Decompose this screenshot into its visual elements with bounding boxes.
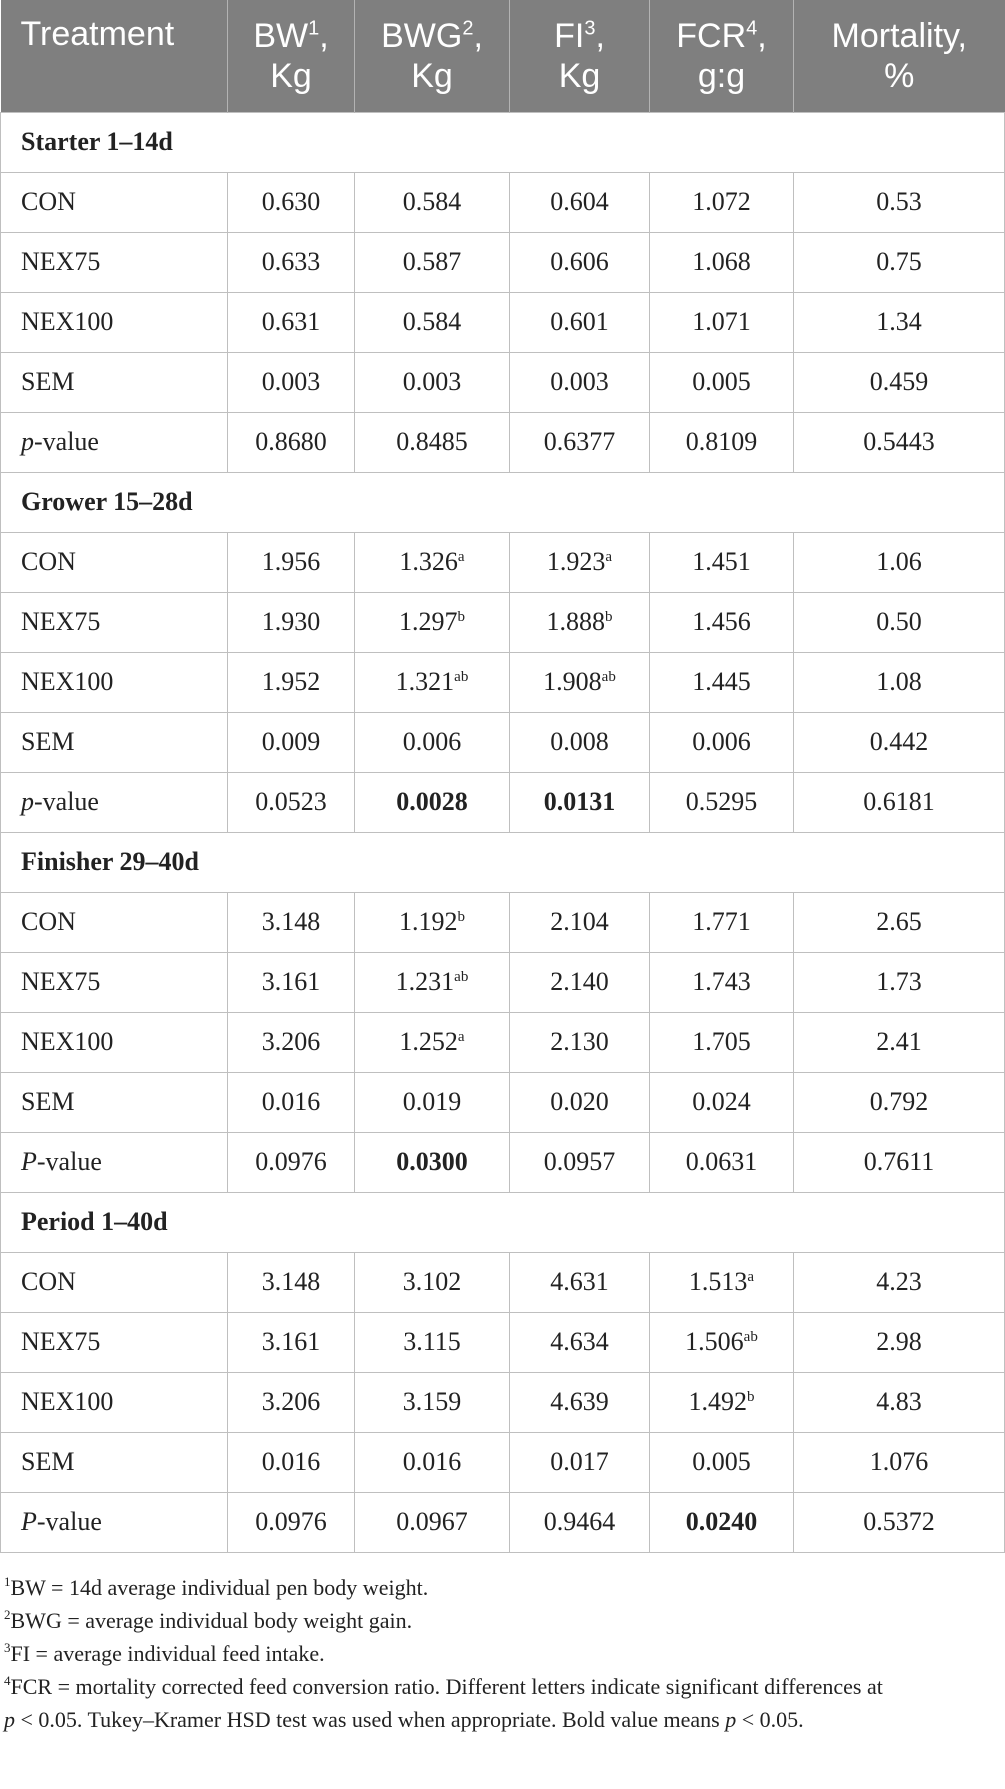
p-value-bwg [355, 772, 510, 832]
table-row [1, 292, 1005, 352]
p-value-label [1, 1492, 228, 1552]
cell-fcr [650, 1072, 794, 1132]
cell-value: 0.016 [261, 1087, 321, 1116]
p-suffix: -value [36, 1147, 102, 1176]
cell-value: 0.0300 [396, 1147, 468, 1176]
cell-bw [228, 232, 355, 292]
cell-value: 1.451 [692, 547, 751, 576]
cell-value: 1.445 [692, 667, 751, 696]
cell-bwg [355, 532, 510, 592]
cell-fcr [650, 1012, 794, 1072]
cell-value: 0.7611 [863, 1147, 935, 1176]
cell-value: 0.016 [261, 1447, 321, 1476]
table-row [1, 1252, 1005, 1312]
cell-value: 1.321 [395, 667, 455, 696]
cell-value: 0.006 [402, 727, 462, 756]
cell-value: 0.630 [261, 187, 321, 216]
cell-value: 0.6377 [543, 427, 616, 456]
cell-bwg [355, 1252, 510, 1312]
significance-letter: b [605, 609, 613, 625]
cell-mort [794, 292, 1005, 352]
cell-bw [228, 892, 355, 952]
cell-value: 0.75 [876, 247, 922, 276]
table-row [1, 892, 1005, 952]
p-value-bwg [355, 1132, 510, 1192]
cell-bwg [355, 1432, 510, 1492]
cell-bwg [355, 292, 510, 352]
cell-fcr [650, 292, 794, 352]
cell-value: 1.068 [692, 247, 751, 276]
cell-value: 0.442 [869, 727, 929, 756]
cell-value: 1.930 [261, 607, 321, 636]
cell-bwg [355, 232, 510, 292]
header-treatment: Treatment [1, 0, 228, 112]
p-value-fi [510, 412, 650, 472]
cell-value: 2.65 [876, 907, 922, 936]
cell-bw [228, 352, 355, 412]
p-value-label [1, 1132, 228, 1192]
cell-fcr [650, 652, 794, 712]
cell-mort [794, 652, 1005, 712]
p-letter: p [21, 427, 34, 456]
p-suffix: -value [34, 787, 99, 816]
section-row [1, 832, 1005, 892]
cell-value: 1.326 [399, 547, 458, 576]
footnote-2: $^2$BWG = average individual body weight gain. [4, 1606, 413, 1633]
cell-value: 1.34 [876, 307, 922, 336]
p-value-row [1, 772, 1005, 832]
cell-value: 0.5295 [685, 787, 758, 816]
cell-value: 0.005 [692, 1447, 751, 1476]
table-row [1, 652, 1005, 712]
row-label: SEM [1, 712, 228, 772]
row-label: NEX100 [1, 1372, 228, 1432]
row-label: SEM [1, 352, 228, 412]
row-label: NEX100 [1, 1012, 228, 1072]
cell-value: 1.072 [692, 187, 751, 216]
cell-value: 2.98 [876, 1327, 922, 1356]
cell-fi [510, 1432, 650, 1492]
header-bwg: BWG$^2$, Kg [355, 0, 510, 112]
footnote-4-cont: p < 0.05. Tukey–Kramer HSD test was used when appropriate. Bold value means p < 0.05. [4, 1706, 804, 1732]
cell-bwg [355, 592, 510, 652]
cell-value: 0.0131 [543, 787, 616, 816]
header-fi: $FI^3$, Kg [510, 0, 650, 112]
cell-value: 0.008 [550, 727, 609, 756]
cell-bw [228, 712, 355, 772]
section-title: Grower 15–28d [1, 472, 1005, 532]
header-fcr: FCR$^4$, g:g [650, 0, 794, 112]
cell-fi [510, 1012, 650, 1072]
significance-letter: ab [601, 669, 616, 685]
cell-value: 0.459 [869, 367, 929, 396]
cell-value: 1.923 [546, 547, 606, 576]
cell-value: 3.115 [403, 1327, 461, 1356]
cell-fcr [650, 712, 794, 772]
cell-bw [228, 532, 355, 592]
section-title: Finisher 29–40d [1, 832, 1005, 892]
cell-value: 0.0957 [543, 1147, 616, 1176]
table-row [1, 1432, 1005, 1492]
cell-bw [228, 1012, 355, 1072]
cell-value: 3.102 [402, 1267, 462, 1296]
significance-letter: ab [743, 1329, 758, 1345]
cell-value: 1.771 [692, 907, 751, 936]
cell-fi [510, 892, 650, 952]
p-value-mort [794, 1492, 1005, 1552]
table-header [1, 0, 1005, 112]
cell-bwg [355, 652, 510, 712]
row-label: NEX75 [1, 592, 228, 652]
cell-value: 4.634 [550, 1327, 609, 1356]
table-row [1, 1012, 1005, 1072]
table-row [1, 592, 1005, 652]
cell-bwg [355, 352, 510, 412]
p-value-label [1, 772, 228, 832]
cell-value: 0.792 [869, 1087, 929, 1116]
cell-value: 3.148 [261, 907, 321, 936]
p-value-bwg [355, 1492, 510, 1552]
footnote-3: $^3$FI = average individual feed intake. [4, 1639, 325, 1666]
cell-value: 0.606 [550, 247, 609, 276]
significance-letter: ab [454, 969, 469, 985]
row-label: CON [1, 892, 228, 952]
cell-value: 0.5443 [863, 427, 935, 456]
cell-value: 1.888 [546, 607, 605, 636]
table-row [1, 1372, 1005, 1432]
cell-value: 0.50 [876, 607, 922, 636]
cell-mort [794, 1372, 1005, 1432]
cell-mort [794, 892, 1005, 952]
p-letter: P [21, 1507, 37, 1536]
table-row [1, 232, 1005, 292]
cell-value: 0.0523 [255, 787, 327, 816]
cell-bwg [355, 1012, 510, 1072]
cell-value: 0.631 [261, 307, 321, 336]
cell-mort [794, 232, 1005, 292]
cell-value: 0.005 [692, 367, 751, 396]
cell-fi [510, 172, 650, 232]
cell-value: 0.019 [402, 1087, 462, 1116]
cell-value: 0.016 [402, 1447, 462, 1476]
p-value-fcr [650, 1492, 794, 1552]
p-value-mort [794, 1132, 1005, 1192]
cell-bwg [355, 172, 510, 232]
significance-letter: ab [454, 669, 469, 685]
row-label: CON [1, 172, 228, 232]
cell-bw [228, 172, 355, 232]
cell-value: 0.024 [692, 1087, 751, 1116]
cell-value: 1.513 [688, 1267, 748, 1296]
cell-value: 1.08 [876, 667, 922, 696]
section-row [1, 112, 1005, 172]
table-row [1, 712, 1005, 772]
cell-value: 0.003 [261, 367, 321, 396]
cell-mort [794, 592, 1005, 652]
cell-fcr [650, 1312, 794, 1372]
cell-fcr [650, 1372, 794, 1432]
cell-bw [228, 1072, 355, 1132]
significance-letter: b [457, 909, 465, 925]
cell-fi [510, 712, 650, 772]
cell-value: 2.140 [550, 967, 609, 996]
table-body [1, 112, 1005, 1552]
section-title: Starter 1–14d [1, 112, 1005, 172]
table-row [1, 952, 1005, 1012]
cell-value: 0.8485 [396, 427, 468, 456]
cell-value: 0.003 [550, 367, 609, 396]
cell-fi [510, 652, 650, 712]
cell-value: 1.252 [399, 1027, 458, 1056]
cell-fi [510, 1372, 650, 1432]
p-letter: p [21, 787, 34, 816]
table-row [1, 1312, 1005, 1372]
cell-value: 0.0631 [685, 1147, 758, 1176]
cell-fcr [650, 1432, 794, 1492]
cell-value: 0.009 [261, 727, 321, 756]
p-value-bw [228, 412, 355, 472]
cell-bw [228, 1432, 355, 1492]
p-value-row [1, 412, 1005, 472]
cell-value: 1.492 [688, 1387, 747, 1416]
section-row [1, 472, 1005, 532]
cell-value: 0.020 [550, 1087, 609, 1116]
cell-value: 0.633 [261, 247, 321, 276]
cell-value: 3.161 [261, 967, 321, 996]
cell-value: 0.6181 [863, 787, 935, 816]
footnotes [0, 1553, 1005, 1736]
p-value-fi [510, 1132, 650, 1192]
table-row [1, 532, 1005, 592]
footnote-1: $^1$BW = 14d average individual pen body weight. [4, 1573, 429, 1600]
row-label: NEX100 [1, 652, 228, 712]
cell-value: 0.006 [692, 727, 751, 756]
cell-value: 1.192 [399, 907, 458, 936]
cell-bwg [355, 952, 510, 1012]
cell-value: 4.631 [550, 1267, 609, 1296]
cell-bw [228, 292, 355, 352]
cell-value: 1.506 [685, 1327, 744, 1356]
cell-bw [228, 952, 355, 1012]
cell-value: 2.104 [550, 907, 609, 936]
significance-letter: b [457, 609, 465, 625]
p-value-fcr [650, 412, 794, 472]
p-value-fi [510, 1492, 650, 1552]
cell-fi [510, 352, 650, 412]
cell-value: 1.956 [261, 547, 321, 576]
cell-fi [510, 952, 650, 1012]
row-label: SEM [1, 1432, 228, 1492]
cell-value: 0.5372 [863, 1507, 935, 1536]
cell-mort [794, 1252, 1005, 1312]
cell-value: 0.9464 [543, 1507, 616, 1536]
header-bw: $BW^1$, Kg [228, 0, 355, 112]
p-value-row [1, 1492, 1005, 1552]
significance-letter: a [747, 1269, 755, 1285]
section-title: Period 1–40d [1, 1192, 1005, 1252]
row-label: NEX75 [1, 1312, 228, 1372]
cell-value: 0.0976 [255, 1507, 327, 1536]
cell-mort [794, 1072, 1005, 1132]
cell-fcr [650, 352, 794, 412]
cell-fcr [650, 952, 794, 1012]
cell-mort [794, 1312, 1005, 1372]
p-letter: P [21, 1147, 37, 1176]
cell-mort [794, 1012, 1005, 1072]
cell-fcr [650, 172, 794, 232]
cell-bwg [355, 892, 510, 952]
cell-value: 1.076 [869, 1447, 929, 1476]
cell-value: 1.743 [692, 967, 751, 996]
header-mortality: Mortality, % [794, 0, 1005, 112]
footnote-4: $^4$FCR = mortality corrected feed conversion ratio. Different letters indicate significant differences at [4, 1672, 883, 1699]
row-label: CON [1, 1252, 228, 1312]
cell-value: 1.908 [543, 667, 602, 696]
table-row [1, 172, 1005, 232]
cell-value: 0.0976 [255, 1147, 327, 1176]
cell-fcr [650, 592, 794, 652]
p-value-label [1, 412, 228, 472]
cell-value: 1.297 [399, 607, 458, 636]
cell-value: 0.587 [402, 247, 462, 276]
cell-fi [510, 232, 650, 292]
cell-bwg [355, 1372, 510, 1432]
cell-bw [228, 1252, 355, 1312]
cell-value: 0.584 [402, 307, 462, 336]
cell-value: 2.41 [876, 1027, 922, 1056]
cell-value: 1.73 [876, 967, 922, 996]
cell-fi [510, 1252, 650, 1312]
cell-value: 0.584 [402, 187, 462, 216]
table-row [1, 1072, 1005, 1132]
row-label: NEX75 [1, 232, 228, 292]
row-label: SEM [1, 1072, 228, 1132]
cell-fi [510, 1312, 650, 1372]
significance-letter: a [457, 1029, 465, 1045]
significance-letter: a [457, 549, 465, 565]
p-value-bw [228, 1492, 355, 1552]
p-value-row [1, 1132, 1005, 1192]
cell-value: 1.456 [692, 607, 751, 636]
p-value-fi [510, 772, 650, 832]
cell-fcr [650, 892, 794, 952]
cell-bw [228, 1312, 355, 1372]
cell-value: 0.017 [550, 1447, 609, 1476]
p-value-bw [228, 1132, 355, 1192]
cell-value: 0.0028 [396, 787, 468, 816]
row-label: CON [1, 532, 228, 592]
cell-mort [794, 712, 1005, 772]
cell-value: 4.83 [876, 1387, 922, 1416]
cell-value: 0.53 [876, 187, 922, 216]
p-value-bwg [355, 412, 510, 472]
cell-value: 0.0240 [685, 1507, 758, 1536]
p-suffix: -value [36, 1507, 102, 1536]
p-value-fcr [650, 1132, 794, 1192]
cell-value: 3.148 [261, 1267, 321, 1296]
cell-value: 0.601 [550, 307, 609, 336]
cell-fcr [650, 232, 794, 292]
table-row [1, 352, 1005, 412]
cell-value: 0.604 [550, 187, 609, 216]
cell-mort [794, 352, 1005, 412]
cell-bw [228, 1372, 355, 1432]
cell-value: 1.952 [261, 667, 321, 696]
p-value-mort [794, 772, 1005, 832]
cell-value: 4.639 [550, 1387, 609, 1416]
cell-fi [510, 1072, 650, 1132]
section-row [1, 1192, 1005, 1252]
cell-fcr [650, 532, 794, 592]
cell-mort [794, 172, 1005, 232]
cell-value: 0.8109 [685, 427, 758, 456]
significance-letter: b [747, 1389, 755, 1405]
cell-value: 3.161 [261, 1327, 321, 1356]
cell-value: 3.206 [261, 1027, 321, 1056]
cell-value: 1.705 [692, 1027, 751, 1056]
cell-value: 0.8680 [255, 427, 327, 456]
cell-value: 1.071 [692, 307, 751, 336]
cell-value: 3.206 [261, 1387, 321, 1416]
cell-bwg [355, 1312, 510, 1372]
cell-value: 2.130 [550, 1027, 609, 1056]
p-value-mort [794, 412, 1005, 472]
cell-fi [510, 532, 650, 592]
row-label: NEX100 [1, 292, 228, 352]
cell-bw [228, 652, 355, 712]
p-value-fcr [650, 772, 794, 832]
p-suffix: -value [34, 427, 99, 456]
cell-bwg [355, 1072, 510, 1132]
cell-mort [794, 952, 1005, 1012]
cell-bw [228, 592, 355, 652]
row-label: NEX75 [1, 952, 228, 1012]
cell-value: 4.23 [876, 1267, 922, 1296]
significance-letter: a [605, 549, 613, 565]
cell-value: 0.003 [402, 367, 462, 396]
cell-value: 1.231 [395, 967, 455, 996]
cell-bwg [355, 712, 510, 772]
p-value-bw [228, 772, 355, 832]
cell-value: 0.0967 [396, 1507, 468, 1536]
cell-value: 1.06 [876, 547, 922, 576]
cell-fcr [650, 1252, 794, 1312]
cell-mort [794, 532, 1005, 592]
cell-mort [794, 1432, 1005, 1492]
cell-value: 3.159 [402, 1387, 462, 1416]
cell-fi [510, 292, 650, 352]
cell-fi [510, 592, 650, 652]
